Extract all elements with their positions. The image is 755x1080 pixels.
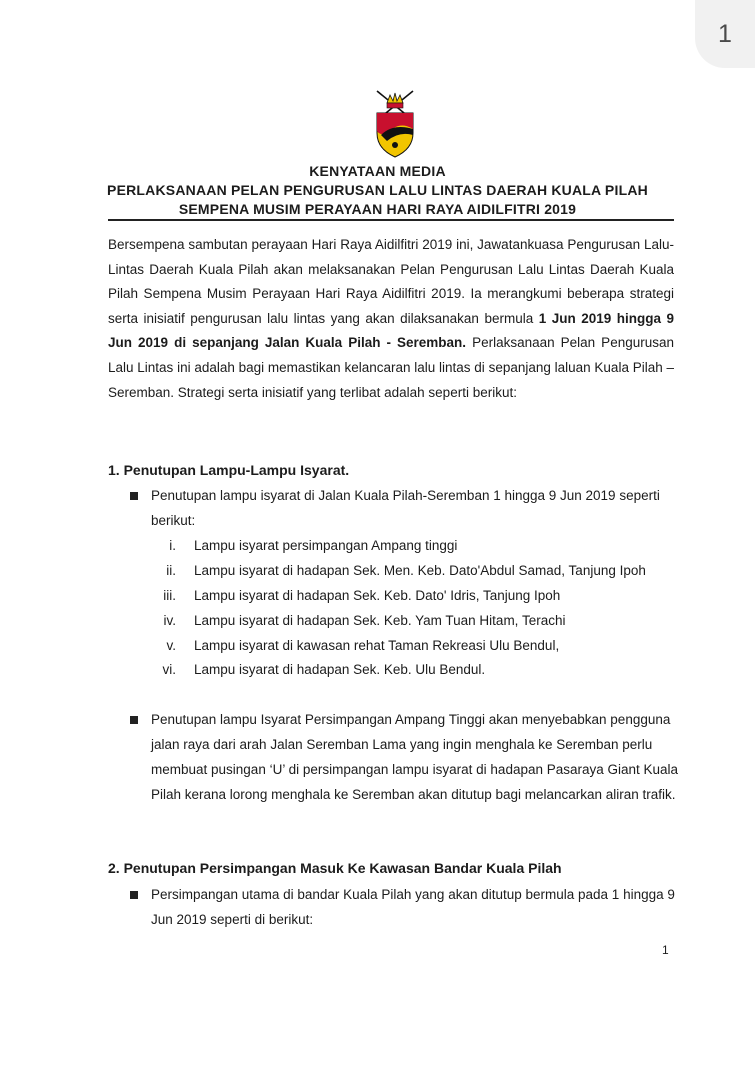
intro-text-part1: Bersempena sambutan perayaan Hari Raya Aidilfitri 2019 ini, Jawatankuasa Pengurusan Lalu-Lintas Daerah Kuala Pilah akan melaksanakan Pelan Pengurusan Lalu Lintas Daerah Kuala Pilah Sempena Musim Perayaan Hari Raya Aidilfitri 2019. Ia merangkumi beberapa strategi serta inisiatif pengurusan lalu lintas yang akan dilaksanakan bermula bbox=[108, 237, 674, 326]
intro-bold-dates: 1 Jun 2019 hingga 9 Jun 2019 di sepanjang Jalan Kuala Pilah - Seremban. bbox=[108, 310, 674, 351]
list-item-text: Lampu isyarat di hadapan Sek. Keb. Dato' Idris, Tanjung Ipoh bbox=[194, 588, 561, 603]
list-item-text: Lampu isyarat di kawasan rehat Taman Rekreasi Ulu Bendul, bbox=[194, 638, 560, 653]
list-item-number: iii. bbox=[163, 588, 176, 603]
section1-bullet1-text: Penutupan lampu isyarat di Jalan Kuala Pilah-Seremban 1 hingga 9 Jun 2019 seperti berikut: bbox=[151, 488, 660, 528]
intro-text-part2: Perlaksanaan Pelan Pengurusan Lalu Lintas ini adalah bagi memastikan kelancaran lalu lintas di sepanjang laluan Kuala Pilah – Seremban. Strategi serta inisiatif yang terlibat adalah seperti berikut: bbox=[108, 335, 674, 400]
bullet-icon bbox=[130, 492, 138, 500]
list-item-number: iv. bbox=[163, 613, 176, 628]
list-item-number: v. bbox=[166, 638, 176, 653]
list-item-text: Lampu isyarat di hadapan Sek. Keb. Yam Tuan Hitam, Terachi bbox=[194, 613, 566, 628]
page-number: 1 bbox=[662, 943, 669, 957]
section1-heading: 1. Penutupan Lampu-Lampu Isyarat. bbox=[108, 462, 350, 478]
list-item-number: ii. bbox=[166, 563, 176, 578]
bullet-icon bbox=[130, 891, 138, 899]
list-item-text: Lampu isyarat persimpangan Ampang tinggi bbox=[194, 538, 458, 553]
section2-bullet1-text: Persimpangan utama di bandar Kuala Pilah yang akan ditutup bermula pada 1 hingga 9 Jun 2019 seperti di berikut: bbox=[151, 887, 675, 927]
heading-subtitle: SEMPENA MUSIM PERAYAAN HARI RAYA AIDILFITRI 2019 bbox=[178, 201, 577, 217]
section1-bullet2-text: Penutupan lampu Isyarat Persimpangan Ampang Tinggi akan menyebabkan pengguna jalan raya dari arah Jalan Seremban Lama yang ingin menghala ke Seremban perlu membuat pusingan ‘U’ di persimpangan lampu isyarat di hadapan Pasaraya Giant Kuala Pilah kerana lorong menghala ke Seremban akan ditutup bagi melancarkan aliran trafik. bbox=[151, 712, 679, 802]
page-indicator-badge: 1 bbox=[695, 0, 755, 68]
list-item-number: vi. bbox=[162, 662, 176, 677]
negeri-sembilan-crest-icon bbox=[371, 87, 419, 159]
document-headings bbox=[0, 162, 755, 219]
list-item-text: Lampu isyarat di hadapan Sek. Keb. Ulu Bendul. bbox=[194, 662, 486, 677]
heading-underline bbox=[108, 219, 674, 221]
section2-heading: 2. Penutupan Persimpangan Masuk Ke Kawasan Bandar Kuala Pilah bbox=[108, 860, 562, 876]
list-item-text: Lampu isyarat di hadapan Sek. Men. Keb. Dato'Abdul Samad, Tanjung Ipoh bbox=[194, 563, 646, 578]
heading-title: PERLAKSANAAN PELAN PENGURUSAN LALU LINTAS DAERAH KUALA PILAH bbox=[107, 182, 648, 198]
heading-media-statement: KENYATAAN MEDIA bbox=[309, 163, 446, 179]
intro-paragraph bbox=[108, 233, 674, 405]
list-item-number: i. bbox=[169, 538, 176, 553]
bullet-icon bbox=[130, 716, 138, 724]
